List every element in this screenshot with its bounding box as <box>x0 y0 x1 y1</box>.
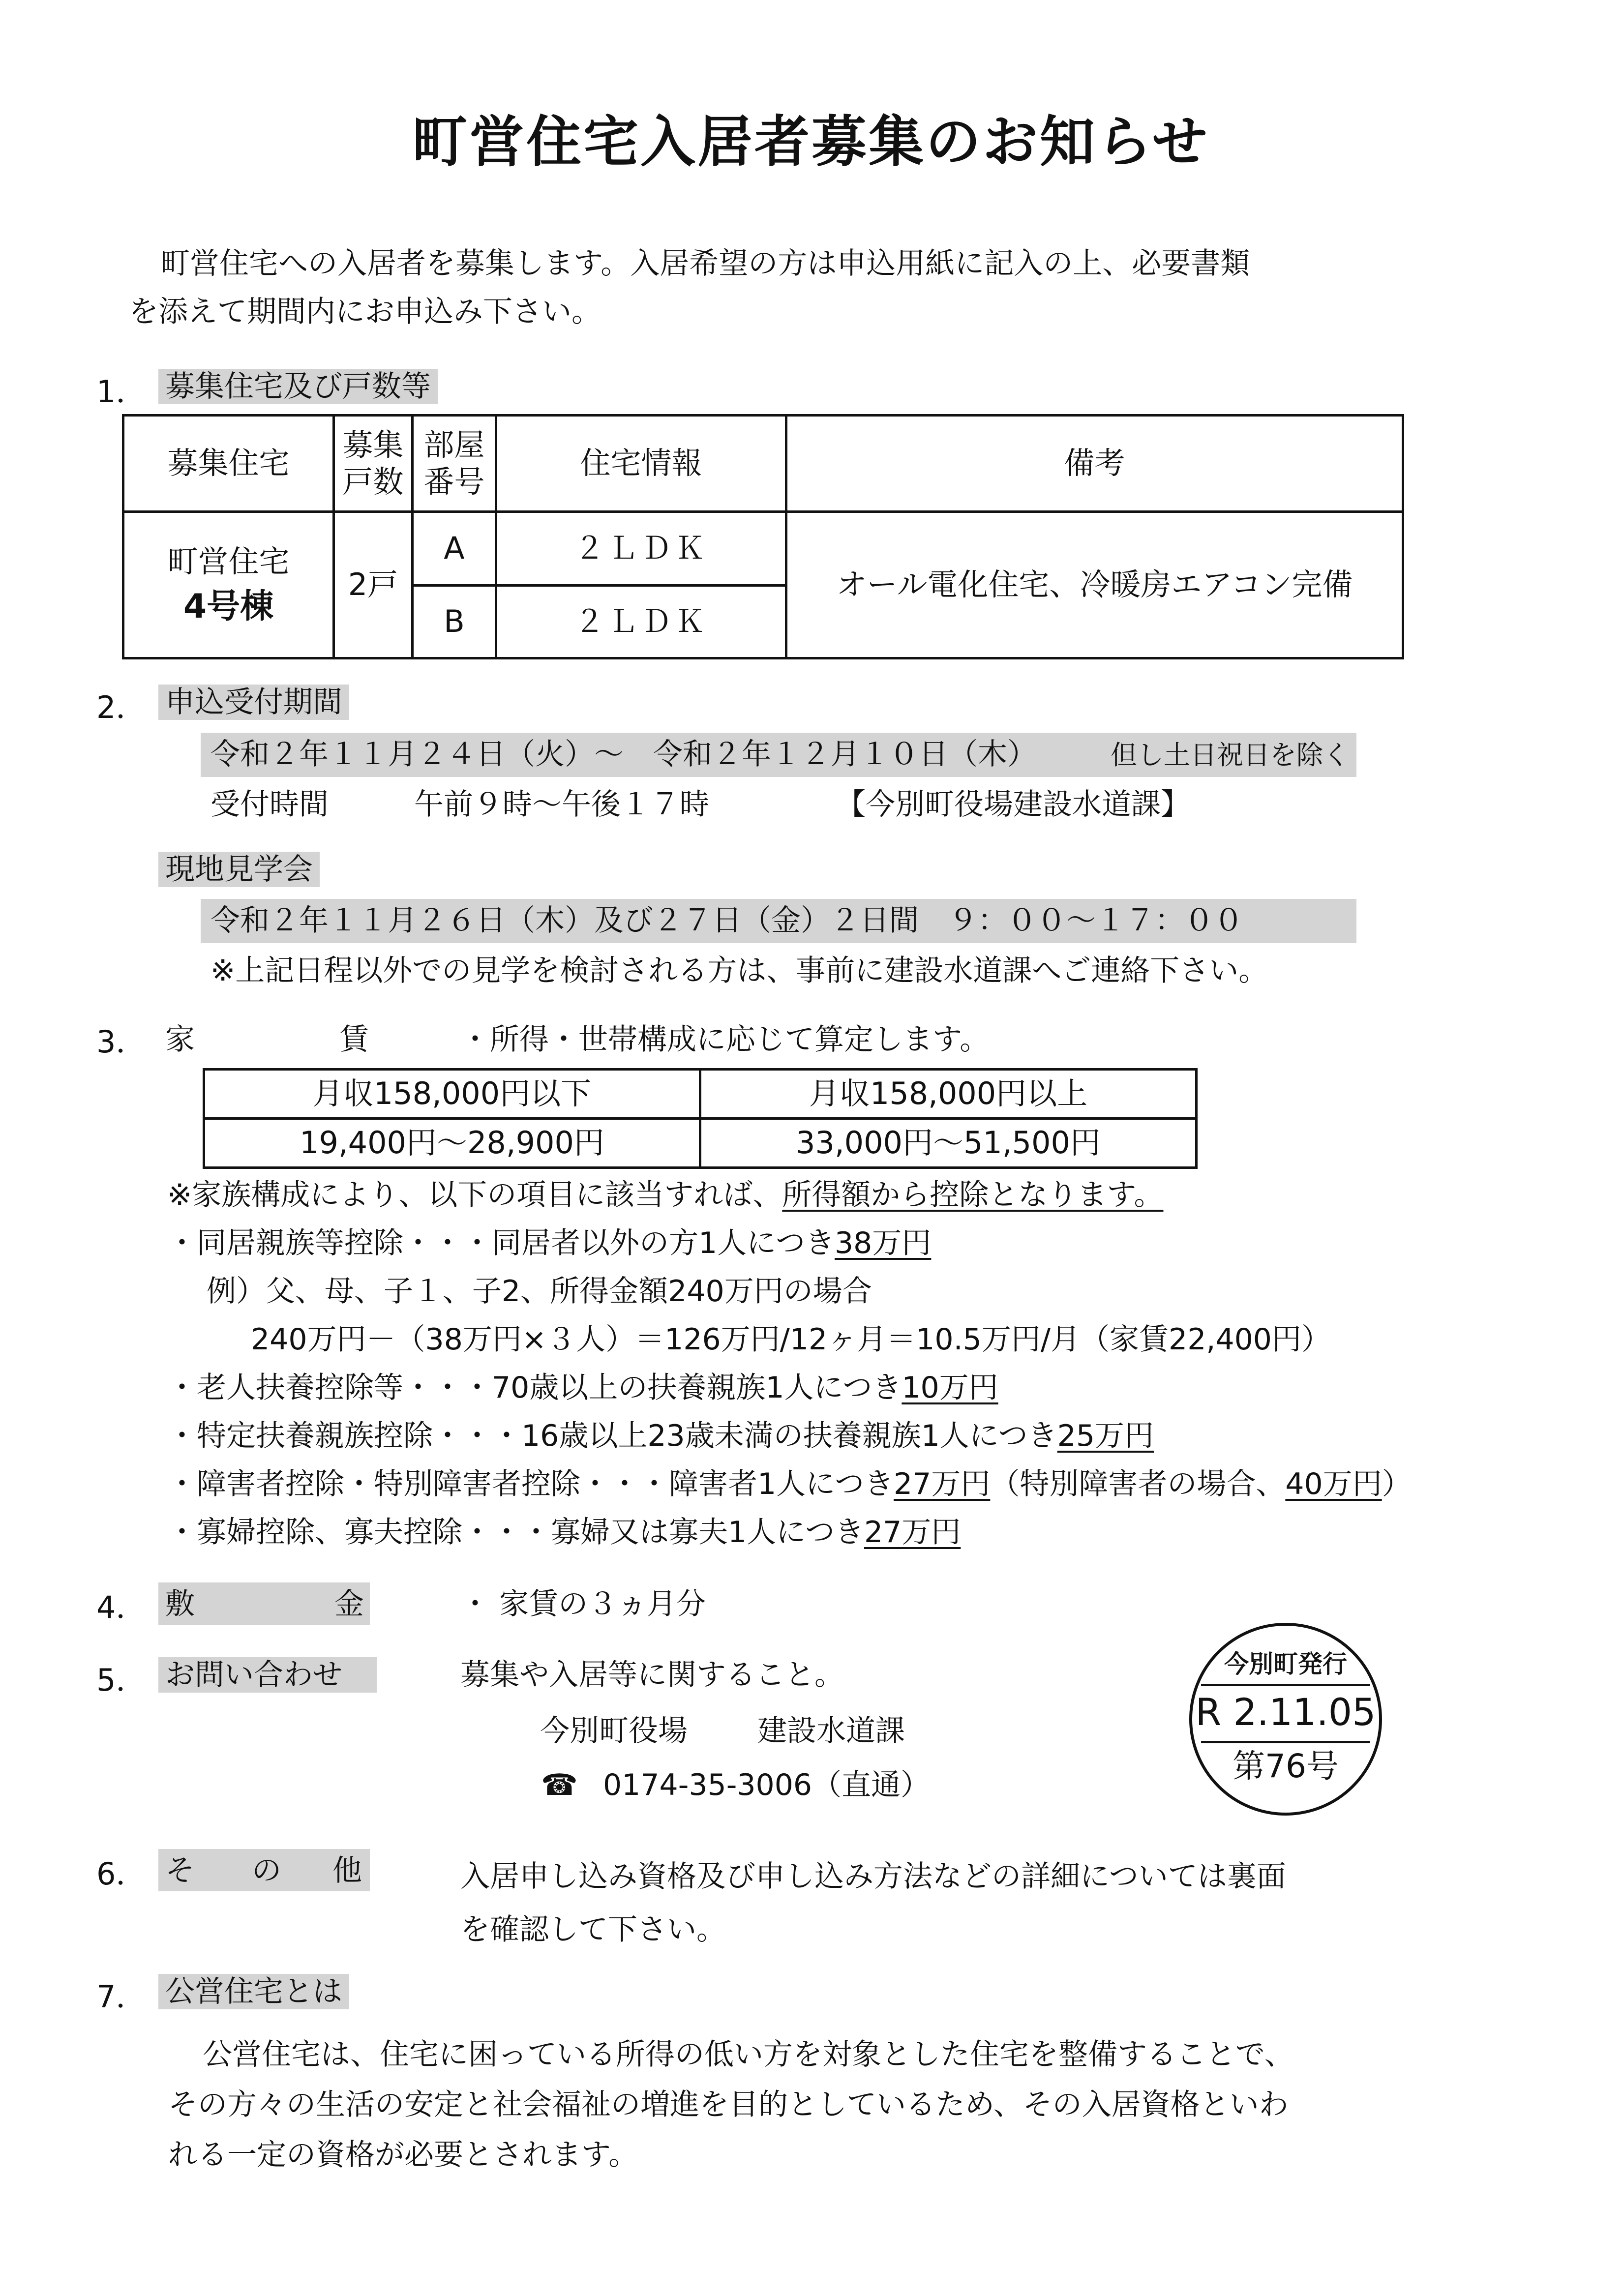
contact-phone: 0174-35-3006（直通） <box>603 1768 931 1802</box>
header-room-number: 部屋 番号 <box>413 416 496 512</box>
application-period: 令和２年１１月２４日（火）～ 令和２年１２月１０日（木） <box>211 737 1037 772</box>
contact-line: 募集や入居等に関すること。 <box>460 1658 844 1692</box>
header-house: 募集住宅 <box>123 416 334 512</box>
contact-office: 今別町役場 <box>540 1714 688 1748</box>
stamp-issuer: 今別町発行 <box>1224 1650 1347 1678</box>
section-2-heading: 申込受付期間 <box>158 685 349 720</box>
section-3-number: 3． <box>96 1024 147 1060</box>
issuance-stamp <box>1189 1623 1382 1816</box>
rent-header-high-income: 月収158,000円以上 <box>700 1070 1197 1119</box>
section-7-heading: 公営住宅とは <box>158 1974 349 2009</box>
section-6-heading-b: の <box>252 1853 281 1888</box>
section-6-heading-c: 他 <box>332 1853 362 1888</box>
deduction-item-1: ・同居親族等控除・・・同居者以外の方1人につき38万円 <box>167 1226 932 1260</box>
header-notes: 備考 <box>786 416 1403 512</box>
contact-department: 建設水道課 <box>757 1714 905 1748</box>
section-1-heading: 募集住宅及び戸数等 <box>158 369 438 404</box>
hours-value: 午前９時～午後１７時 <box>414 787 709 822</box>
page-title: 町営住宅入居者募集のお知らせ <box>412 110 1209 174</box>
office-name: 【今別町役場建設水道課】 <box>836 787 1190 822</box>
section-3-heading-a: 家 <box>165 1022 195 1057</box>
section-4-number: 4． <box>96 1589 147 1625</box>
deduction-item-4: ・障害者控除・特別障害者控除・・・障害者1人につき27万円（特別障害者の場合、40万円） <box>167 1467 1412 1501</box>
section-5-number: 5． <box>96 1662 147 1698</box>
section-6-heading-a: そ <box>165 1853 195 1888</box>
room-info-a: ２ＬＤＫ <box>496 512 786 586</box>
stamp-date: R 2.11.05 <box>1195 1690 1376 1734</box>
section-4-heading-b: 金 <box>334 1587 364 1621</box>
public-housing-line-3: れる一定の資格が必要とされます。 <box>168 2138 638 2172</box>
visit-heading: 現地見学会 <box>158 852 320 887</box>
public-housing-line-1: 公営住宅は、住宅に困っている所得の低い方を対象とした住宅を整備することで、 <box>203 2037 1294 2072</box>
section-4-heading-a: 敷 <box>165 1587 195 1621</box>
intro-line-1: 町営住宅への入居者を募集します。入居希望の方は申込用紙に記入の上、必要書類 <box>160 246 1250 281</box>
section-3-description: ・所得・世帯構成に応じて算定します。 <box>460 1022 990 1057</box>
public-housing-line-2: その方々の生活の安定と社会福祉の増進を目的としているため、その入居資格といわ <box>168 2087 1289 2122</box>
header-housing-info: 住宅情報 <box>496 416 786 512</box>
deduction-item-3: ・特定扶養親族控除・・・16歳以上23歳未満の扶養親族1人につき25万円 <box>167 1419 1154 1453</box>
stamp-number: 第76号 <box>1233 1747 1339 1785</box>
room-number-b: B <box>413 586 496 658</box>
deduction-note: ※家族構成により、以下の項目に該当すれば、所得額から控除となります。 <box>167 1178 1164 1212</box>
deduction-item-5: ・寡婦控除、寡夫控除・・・寡婦又は寡夫1人につき27万円 <box>167 1515 961 1550</box>
deposit-text: ・ 家賃の３ヵ月分 <box>460 1587 706 1621</box>
hours-label: 受付時間 <box>211 787 329 822</box>
rent-value-high-income: 33,000円～51,500円 <box>700 1119 1197 1168</box>
room-number-a: A <box>413 512 496 586</box>
header-count: 募集 戸数 <box>334 416 413 512</box>
rent-table <box>203 1068 1198 1169</box>
section-6-number: 6． <box>96 1856 147 1892</box>
deduction-calculation: 240万円－（38万円×３人）＝126万円/12ヶ月＝10.5万円/月（家賃22,400円） <box>251 1322 1331 1357</box>
building-number: 4号棟 <box>183 587 274 626</box>
deduction-example: 例）父、母、子１、子2、所得金額240万円の場合 <box>207 1274 872 1309</box>
section-7-number: 7． <box>96 1979 147 2015</box>
section-5-heading: お問い合わせ <box>158 1657 377 1693</box>
other-line-1: 入居申し込み資格及び申し込み方法などの詳細については裏面 <box>460 1859 1286 1894</box>
housing-table <box>122 414 1404 659</box>
intro-line-2: を添えて期間内にお申込み下さい。 <box>129 295 601 329</box>
house-name-cell <box>123 512 334 658</box>
rent-header-low-income: 月収158,000円以下 <box>204 1070 700 1119</box>
section-1-number: 1． <box>96 374 147 410</box>
rent-value-low-income: 19,400円～28,900円 <box>204 1119 700 1168</box>
visit-date: 令和２年１１月２６日（木）及び２７日（金）２日間 ９：００～１７：００ <box>211 903 1243 938</box>
notes-cell: オール電化住宅、冷暖房エアコン完備 <box>786 512 1403 658</box>
unit-count: 2戸 <box>334 512 413 658</box>
section-3-heading-b: 賃 <box>339 1022 369 1057</box>
application-period-note: 但し土日祝日を除く <box>1111 740 1350 771</box>
room-info-b: ２ＬＤＫ <box>496 586 786 658</box>
phone-icon: ☎ <box>541 1768 578 1802</box>
house-name: 町営住宅 <box>167 543 290 579</box>
other-line-2: を確認して下さい。 <box>460 1912 726 1947</box>
visit-note: ※上記日程以外での見学を検討される方は、事前に建設水道課へご連絡下さい。 <box>211 954 1268 988</box>
deduction-item-2: ・老人扶養控除等・・・70歳以上の扶養親族1人につき10万円 <box>167 1371 998 1405</box>
section-2-number: 2． <box>96 689 147 725</box>
